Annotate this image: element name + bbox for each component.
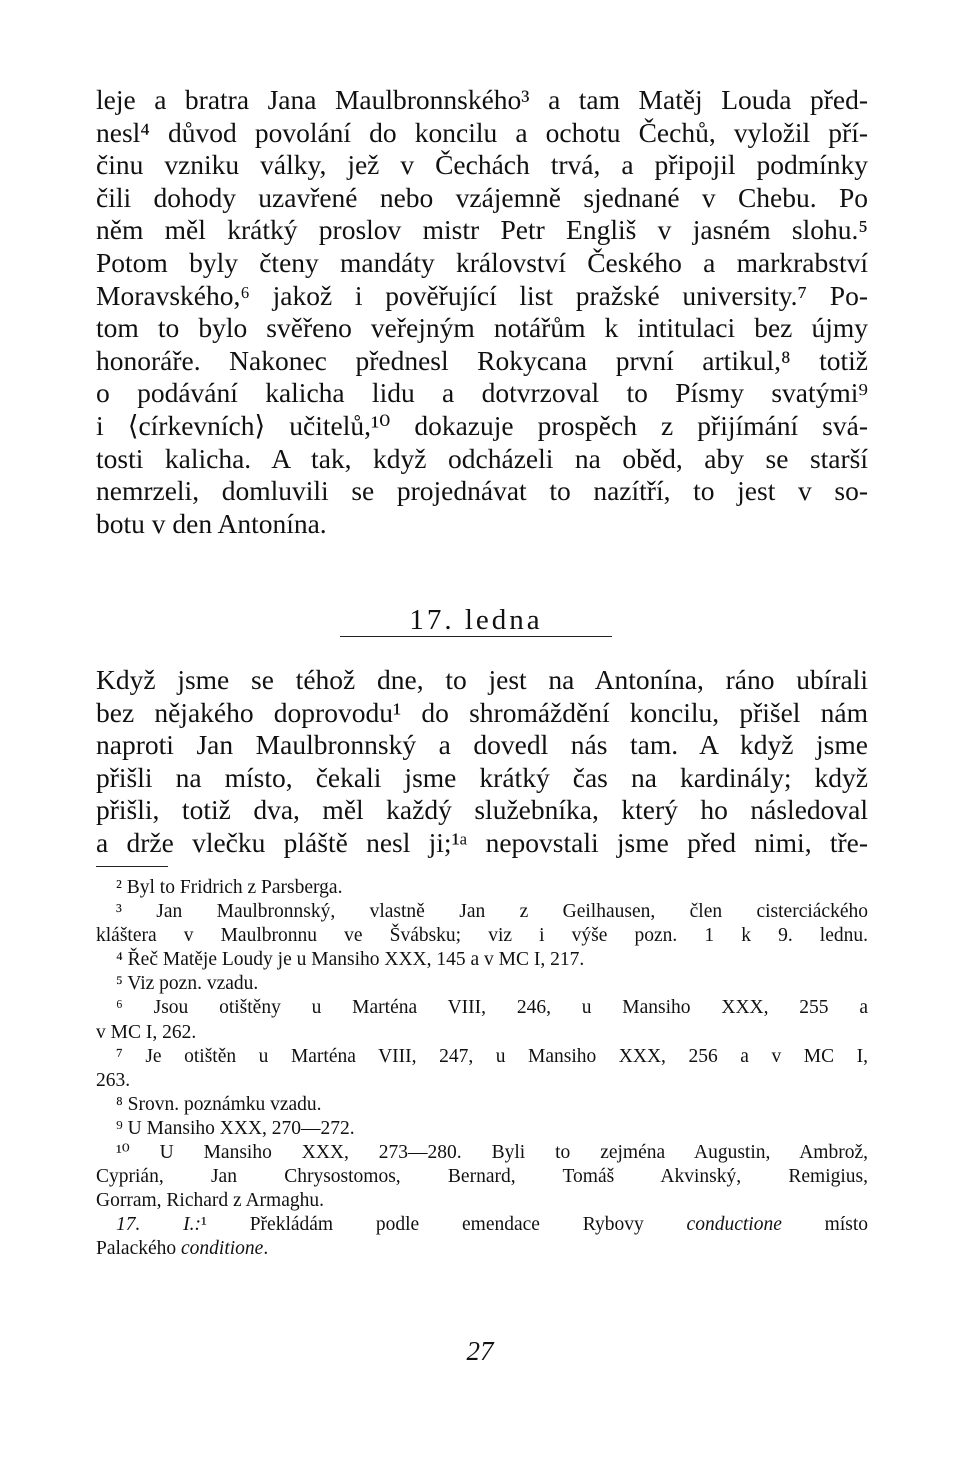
text-line: Potom byly čteny mandáty království Českého a markrabství bbox=[96, 246, 868, 278]
text-line: tom to bylo svěřeno veřejným notářům k intitulaci bez újmy bbox=[96, 312, 868, 344]
footnote-separator bbox=[96, 866, 168, 867]
latin-term: conductione bbox=[686, 1214, 782, 1236]
section-paragraph bbox=[96, 664, 868, 860]
footnote-line: v MC I, 262. bbox=[96, 1021, 197, 1043]
footnote-line: ⁸ Srovn. poznámku vzadu. bbox=[116, 1093, 322, 1115]
footnote-line bbox=[96, 1213, 868, 1237]
text-line: nemrzeli, domluvili se projednávat to nazítří, to jest v so- bbox=[96, 475, 868, 507]
section-heading: 17. ledna bbox=[409, 604, 543, 636]
text-line: Když jsme se téhož dne, to jest na Antonína, ráno ubírali bbox=[96, 664, 868, 695]
text-line: činu vzniku války, jež v Čechách trvá, a připojil podmínky bbox=[96, 149, 868, 181]
footnote-line bbox=[96, 1237, 868, 1261]
text-line: bez nějakého doprovodu¹ do shromáždění koncilu, přišel nám bbox=[96, 696, 868, 728]
footnote-line: kláštera v Maulbronnu ve Švábsku; viz i výše pozn. 1 k 9. lednu. bbox=[96, 925, 868, 947]
text-line: botu v den Antonína. bbox=[96, 507, 327, 539]
page-number: 27 bbox=[466, 1336, 494, 1366]
footnote-line: ⁴ Řeč Matěje Loudy je u Mansiho XXX, 145 a v MC I, 217. bbox=[116, 949, 585, 971]
text-line: Moravského,⁶ jakož i pověřující list pražské university.⁷ Po- bbox=[96, 279, 868, 311]
footnote-line: ⁶ Jsou otištěny u Marténa VIII, 246, u Mansiho XXX, 255 a bbox=[116, 997, 868, 1019]
footnote-line: 263. bbox=[96, 1069, 131, 1091]
footnote-line: ⁷ Je otištěn u Marténa VIII, 247, u Mansiho XXX, 256 a v MC I, bbox=[116, 1045, 868, 1067]
footnote-text: . bbox=[263, 1238, 269, 1260]
footnote-line: ⁵ Viz pozn. vzadu. bbox=[116, 973, 259, 995]
footnote-line: ³ Jan Maulbronnský, vlastně Jan z Geilhausen, člen cisterciáckého bbox=[116, 901, 868, 923]
text-line: něm měl krátký proslov mistr Petr Engliš v jasném slohu.⁵ bbox=[96, 214, 868, 246]
text-line: honoráře. Nakonec přednesl Rokycana první artikul,⁸ totiž bbox=[96, 344, 868, 376]
footnote-text: místo bbox=[781, 1214, 869, 1236]
text-line: i ⟨církevních⟩ učitelů,¹⁰ dokazuje prospěch z přijímání svá- bbox=[96, 409, 868, 441]
text-line: nesl⁴ důvod povolání do koncilu a ochotu Čechů, vyložil pří- bbox=[96, 116, 868, 148]
latin-term: conditione bbox=[181, 1238, 264, 1260]
text-line: tosti kalicha. A tak, když odcházeli na oběd, aby se starší bbox=[96, 442, 868, 474]
footnote-marker: ¹ bbox=[201, 1214, 207, 1236]
text-line: leje a bratra Jana Maulbronnského³ a tam Matěj Louda před- bbox=[96, 84, 868, 115]
footnote-line: ² Byl to Fridrich z Parsberga. bbox=[116, 877, 343, 898]
footnotes bbox=[96, 876, 868, 1262]
footnote-text: Překládám podle emendace Rybovy bbox=[206, 1214, 687, 1236]
heading-rule bbox=[340, 636, 612, 637]
footnote-line: Cyprián, Jan Chrysostomos, Bernard, Tomáš Akvinský, Remigius, bbox=[96, 1166, 868, 1188]
text-line: čili dohody uzavřené nebo vzájemně sjednané v Chebu. Po bbox=[96, 181, 868, 213]
footnote-line: ¹⁰ U Mansiho XXX, 273—280. Byli to zejména Augustin, Ambrož, bbox=[116, 1142, 868, 1164]
text-line: a drže vlečku pláště nesl ji;¹ᵃ nepovstali jsme před nimi, tře- bbox=[96, 826, 868, 858]
footnote-line: Gorram, Richard z Armaghu. bbox=[96, 1190, 324, 1212]
text-line: naproti Jan Maulbronnský a dovedl nás tam. A když jsme bbox=[96, 729, 868, 761]
text-line: přišli na místo, čekali jsme krátký čas na kardinály; když bbox=[96, 761, 868, 793]
footnote-ref: 17. I.: bbox=[116, 1214, 202, 1236]
text-line: o podávání kalicha lidu a dotvrzoval to Písmy svatými⁹ bbox=[96, 377, 868, 409]
main-paragraph bbox=[96, 84, 868, 540]
footnote-text: Palackého bbox=[96, 1238, 182, 1260]
footnote-line: ⁹ U Mansiho XXX, 270—272. bbox=[116, 1117, 355, 1139]
text-line: přišli, totiž dva, měl každý služebníka, který ho následoval bbox=[96, 794, 868, 826]
